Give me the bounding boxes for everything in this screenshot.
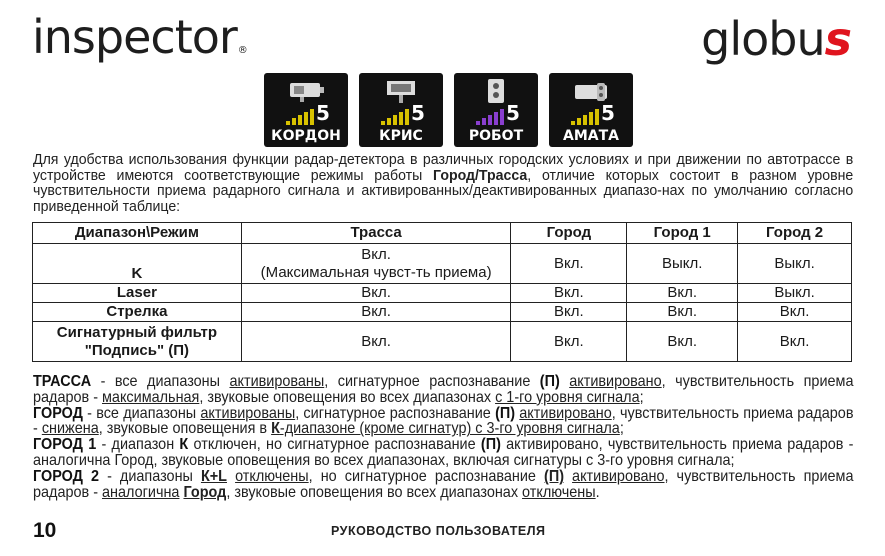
cell-highway: Вкл.	[241, 303, 511, 322]
modes-table	[32, 222, 852, 362]
globus-logo	[701, 12, 851, 66]
header-city2: Город 2	[738, 223, 852, 244]
signal-bar	[310, 109, 314, 125]
desc-underline: с 1-го уровня сигнала	[495, 388, 640, 406]
desc-text: , но сигнатурное распознавание	[308, 467, 545, 485]
footer-title: РУКОВОДСТВО ПОЛЬЗОВАТЕЛЯ	[331, 524, 546, 538]
desc-text: , звуковые оповещения во всех диапазонах	[199, 388, 496, 406]
row-band-line1: Сигнатурный фильтр	[56, 323, 218, 341]
table-row	[33, 244, 852, 284]
tile-level: 5	[601, 101, 615, 125]
amata-camera-icon	[571, 79, 611, 103]
globus-logo-text: globu	[701, 12, 825, 66]
signal-bar	[476, 121, 480, 125]
signal-bar	[488, 115, 492, 125]
cell-city: Вкл.	[511, 284, 627, 303]
signal-bar	[298, 115, 302, 125]
globus-logo-s: s	[824, 12, 851, 66]
header-highway: Трасса	[241, 223, 511, 244]
table-row	[33, 303, 852, 322]
desc-text: - диапазон	[96, 436, 180, 454]
desc-underline-bold: (П)	[544, 467, 564, 485]
tile-name: КОРДОН	[271, 128, 341, 144]
table-header-row	[33, 223, 852, 244]
tile-level: 5	[316, 101, 330, 125]
row-band-line2: "Подпись" (П)	[84, 341, 190, 359]
signal-bar	[589, 112, 593, 125]
signal-bar	[381, 121, 385, 125]
signal-bars-icon	[571, 109, 601, 125]
camera-pole-icon	[381, 79, 421, 103]
intro-text: Для удобства использования функции радар-детектора в различных городских условиях и при движении по автотрассе в устройстве имеются соответствующие режимы работы	[33, 151, 854, 184]
row-band	[33, 322, 242, 362]
desc-underline: активировано	[569, 373, 662, 390]
desc-underline: аналогична	[102, 483, 180, 501]
signal-bar	[387, 118, 391, 125]
desc-text: - диапазоны	[99, 467, 201, 485]
desc-underline: снижена	[41, 420, 99, 438]
cell-highway: Вкл.	[241, 322, 511, 362]
desc-underline-bold: К+L	[200, 467, 228, 485]
signal-bar	[571, 121, 575, 125]
cell-city1: Вкл.	[627, 303, 738, 322]
desc-term: ГОРОД 1	[33, 436, 97, 454]
header-band: Диапазон\Режим	[33, 223, 242, 244]
cell-city2: Вкл.	[738, 322, 852, 362]
inspector-logo	[32, 10, 247, 64]
cell-highway-line1: Вкл.	[361, 245, 391, 263]
signal-bars-icon	[381, 109, 411, 125]
desc-term: ТРАССА	[33, 373, 92, 390]
signal-bar	[286, 121, 290, 125]
desc-underline: активированы	[229, 373, 325, 390]
desc-term: ГОРОД 2	[33, 467, 100, 485]
signal-bars-icon	[286, 109, 316, 125]
desc-text: - все диапазоны	[82, 404, 201, 422]
desc-text: , сигнатурное распознавание	[324, 373, 540, 390]
desc-text: .	[595, 483, 600, 501]
mode-descriptions	[33, 374, 853, 500]
intro-text-end: , отличие которых состоит в разном уровне чувствительности приема радарного сигнала и активированных/деактивированных диапазо-нах по умолчанию согласно приведенной таблице:	[33, 166, 854, 215]
cell-highway: Вкл.	[241, 284, 511, 303]
tile-level: 5	[411, 101, 425, 125]
row-band: K	[33, 244, 242, 284]
header-city: Город	[511, 223, 627, 244]
desc-underline-bold: К	[271, 420, 280, 438]
desc-underline: -диапазоне (кроме сигнатур) с 3-го уровня сигнала	[279, 420, 620, 438]
signal-bars-icon	[476, 109, 506, 125]
desc-text: , звуковые оповещения в	[98, 420, 272, 438]
cell-city2: Выкл.	[738, 244, 852, 284]
row-band: Laser	[33, 284, 242, 303]
cell-highway	[241, 244, 511, 284]
signal-bar	[399, 112, 403, 125]
desc-highway	[33, 374, 853, 406]
intro-modes: Город/Трасса	[433, 166, 528, 184]
cell-city: Вкл.	[511, 303, 627, 322]
signal-bar	[482, 118, 486, 125]
tile-robot	[454, 73, 538, 147]
tile-amata	[549, 73, 633, 147]
signal-bar	[500, 109, 504, 125]
signal-bar	[393, 115, 397, 125]
desc-underline: отключены	[522, 483, 596, 501]
tile-kordon	[264, 73, 348, 147]
tile-name: КРИС	[379, 128, 423, 144]
cell-city1: Вкл.	[627, 284, 738, 303]
cell-city1: Вкл.	[627, 322, 738, 362]
cell-highway-line2: (Максимальная чувст-ть приема)	[260, 263, 492, 281]
desc-underline: активированы	[200, 404, 296, 422]
desc-text	[564, 468, 572, 485]
tile-level: 5	[506, 101, 520, 125]
tile-name: РОБОТ	[468, 128, 524, 144]
cell-city2: Вкл.	[738, 303, 852, 322]
desc-term: (П)	[495, 404, 516, 422]
desc-text: ;	[639, 388, 644, 406]
cell-city: Вкл.	[511, 322, 627, 362]
desc-city1	[33, 437, 853, 469]
desc-text: - все диапазоны	[91, 373, 230, 390]
desc-text: отключен, но сигнатурное распознавание	[188, 436, 481, 454]
desc-underline: отключены	[235, 467, 309, 485]
tile-name: АМАТА	[563, 128, 619, 144]
desc-text: , сигнатурное распознавание	[295, 404, 496, 422]
table-row	[33, 322, 852, 362]
registered-mark: ®	[237, 45, 247, 56]
desc-text: ;	[619, 420, 624, 438]
camera-box-icon	[286, 79, 326, 103]
desc-underline: активировано	[572, 467, 665, 485]
page-number: 10	[33, 519, 57, 542]
desc-term: (П)	[539, 373, 560, 390]
desc-underline: активировано	[519, 404, 612, 422]
desc-text: активировано, чувствительность приема радаров - аналогична Город, звуковые оповещения во всех диапазонах, включая сигнатуры с 3-го уровня сигнала;	[33, 436, 854, 469]
header-city1: Город 1	[627, 223, 738, 244]
signal-bar	[494, 112, 498, 125]
desc-city	[33, 406, 853, 438]
intro-paragraph	[33, 152, 853, 214]
signal-bar	[595, 109, 599, 125]
desc-text	[560, 373, 569, 390]
desc-term: К	[179, 436, 189, 454]
signal-bar	[405, 109, 409, 125]
signal-bar	[292, 118, 296, 125]
desc-text: , звуковые оповещения во всех диапазонах	[226, 483, 523, 501]
desc-text: , чувствительность приема радаров -	[33, 404, 854, 438]
signal-bar	[583, 115, 587, 125]
table-row	[33, 284, 852, 303]
desc-term: ГОРОД	[33, 404, 83, 422]
cell-city1: Выкл.	[627, 244, 738, 284]
signal-bar	[304, 112, 308, 125]
cell-city: Вкл.	[511, 244, 627, 284]
desc-city2	[33, 469, 853, 501]
desc-text: , чувствительность приема радаров -	[33, 373, 854, 406]
mode-tiles	[264, 73, 633, 147]
inspector-logo-text: inspector	[32, 10, 237, 64]
desc-text: , чувствительность приема радаров -	[33, 467, 854, 501]
desc-underline-bold: Город	[183, 483, 227, 501]
robot-camera-icon	[476, 79, 516, 103]
cell-city2: Выкл.	[738, 284, 852, 303]
desc-underline: максимальная	[102, 388, 200, 406]
signal-bar	[577, 118, 581, 125]
tile-kris	[359, 73, 443, 147]
desc-term: (П)	[480, 436, 501, 454]
row-band: Стрелка	[33, 303, 242, 322]
